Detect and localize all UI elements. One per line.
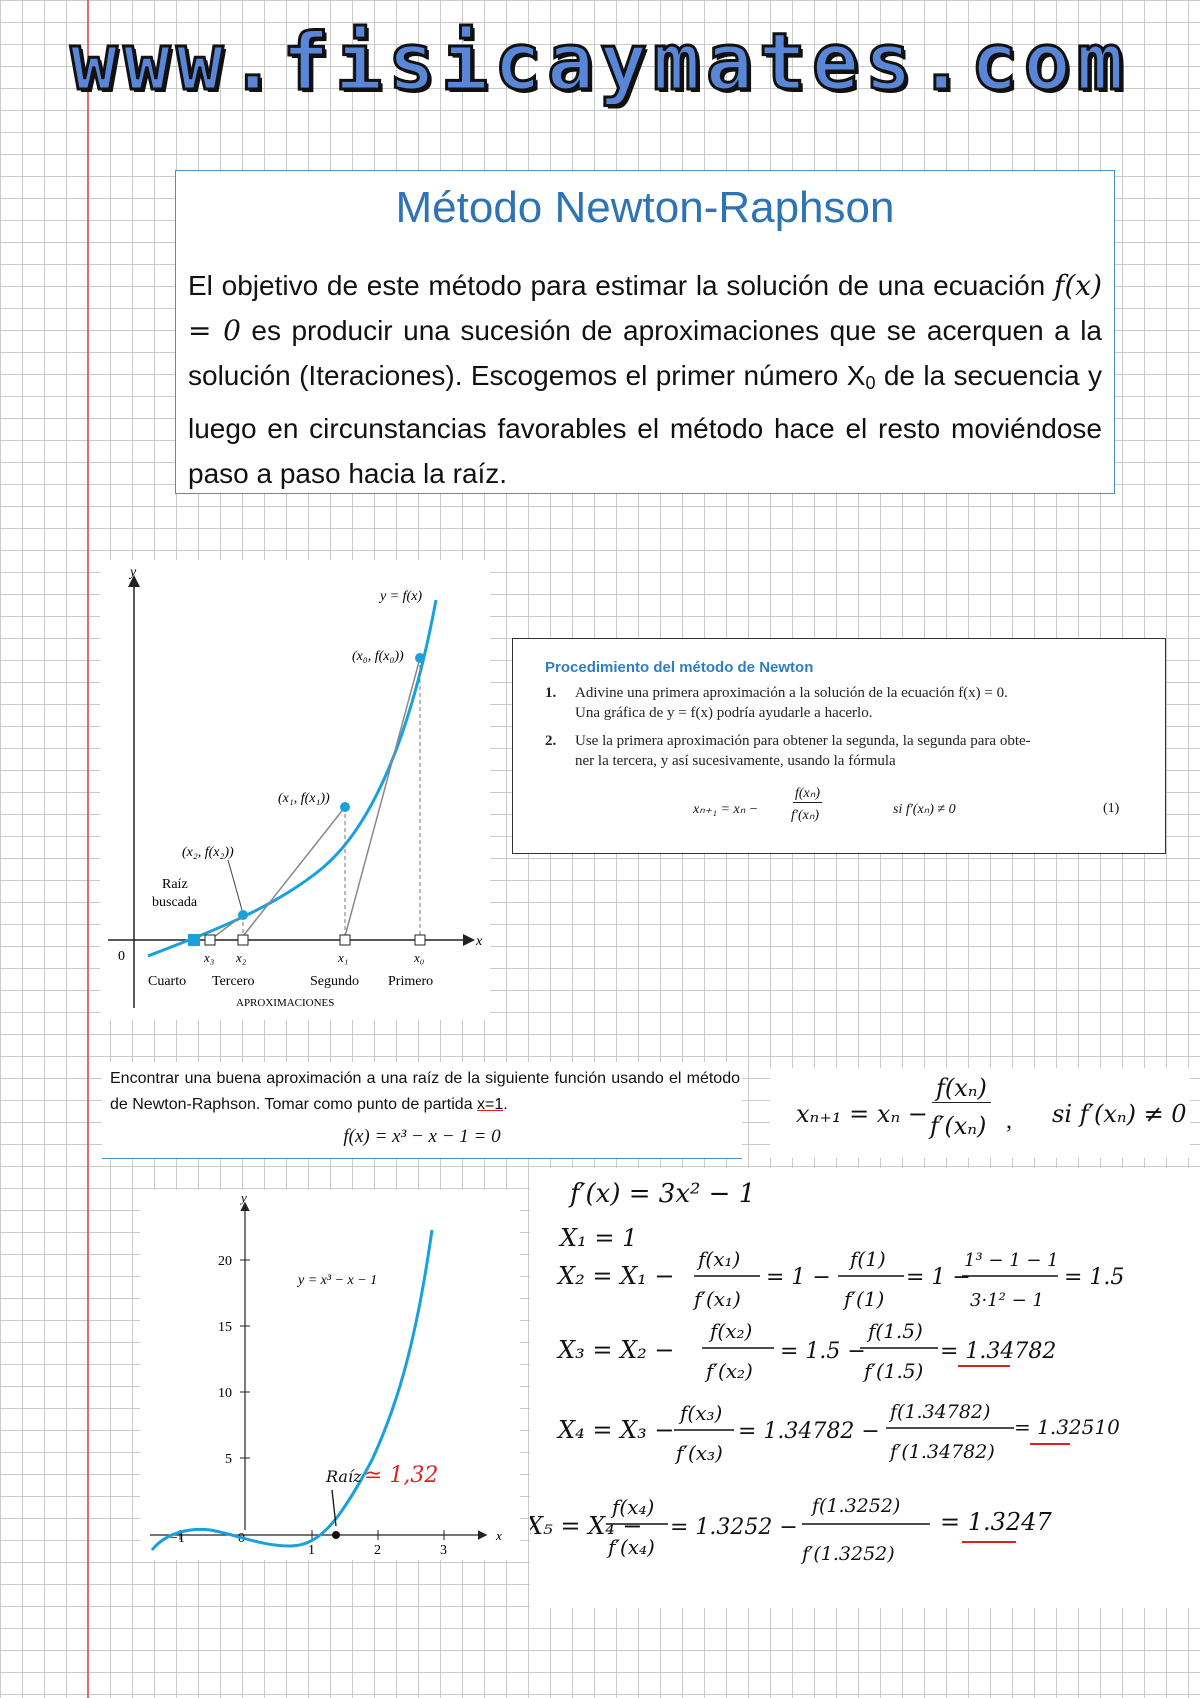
hw-x4-f1-den: f′(x₃) (676, 1441, 723, 1465)
newton-graph-svg (100, 560, 490, 1020)
x-axis-label: x (476, 934, 483, 949)
problem-equation: f(x) = x³ − x − 1 = 0 (343, 1126, 501, 1147)
approx-square-x0 (415, 935, 425, 945)
newton-formula-large (770, 1068, 1190, 1158)
x-tick-label-1: 1 (308, 1543, 315, 1558)
hw-x3-result: = 1.34782 (940, 1339, 1057, 1364)
intro-paragraph (188, 263, 1102, 496)
approx-square-x1 (340, 935, 350, 945)
hw-x4-result: = 1.32510 (1014, 1415, 1120, 1439)
intro-subscript: 0 (865, 373, 876, 393)
hw-x4-f2-den: f′(1.34782) (890, 1441, 995, 1463)
formula-num: f(xₙ) (932, 1074, 991, 1103)
handwritten-solution (530, 1168, 1200, 1608)
root-point (332, 1531, 340, 1539)
tick-x3: x₃ (204, 950, 215, 965)
approx-square-x2 (238, 935, 248, 945)
x-tick-label-0: 0 (238, 1531, 245, 1546)
step-2-body (575, 731, 1145, 771)
hw-x3-lhs: X₃ = X₂ − (558, 1336, 675, 1364)
hw-x2-mid2: = 1 − (906, 1265, 971, 1290)
proc-formula-lhs: xₙ₊₁ = xₙ − (693, 802, 759, 817)
point-x1 (340, 802, 350, 812)
label-point-x2: (x₂, f(x₂)) (182, 845, 234, 860)
intro-text-2: es producir una sucesión de aproximaciones que se acerquen a la solución (Iteraciones). Escogemos el primer número X (188, 315, 1102, 391)
proc-formula-num: f(xₙ) (795, 786, 821, 801)
approx-square-x3 (205, 935, 215, 945)
step-2-number: 2. (545, 733, 557, 749)
proc-formula-ref: (1) (1103, 801, 1120, 816)
handwritten-svg (530, 1168, 1200, 1608)
point-x0 (415, 653, 425, 663)
intro-box (175, 170, 1115, 494)
cubic-graph-svg (140, 1190, 520, 1560)
root-marker (188, 934, 200, 946)
pointer-x2 (228, 860, 242, 910)
cubic-curve-label: y = x³ − x − 1 (298, 1273, 378, 1288)
point-x2 (238, 910, 248, 920)
newton-illustration-graph (100, 560, 490, 1020)
x-axis-label: x (496, 1528, 502, 1543)
formula-den: f′(xₙ) (930, 1112, 987, 1140)
cubic-function-graph (140, 1190, 520, 1560)
x-tick-label-3: 3 (440, 1543, 447, 1558)
step-1-line-1: Adivine una primera aproximación a la solución de la ecuación f(x) = 0. (575, 685, 1008, 701)
hw-x2-f3-den: 3·1² − 1 (970, 1290, 1044, 1311)
hw-x3-mid: = 1.5 − (780, 1339, 866, 1364)
formula-cond: si f′(xₙ) ≠ 0 (1052, 1100, 1187, 1128)
hw-x5-f2-den: f′(1.3252) (802, 1543, 895, 1565)
approx-label-tercero: Tercero (212, 974, 255, 989)
hw-x2-mid: = 1 − (766, 1265, 831, 1290)
hw-x3-f2-num: f(1.5) (868, 1319, 923, 1343)
hw-x5-mid: = 1.3252 − (670, 1515, 798, 1540)
problem-text-end: . (503, 1096, 508, 1113)
approx-label-primero: Primero (388, 974, 434, 989)
problem-start-point: x=1 (477, 1096, 504, 1113)
label-point-x1: (x₁, f(x₁)) (278, 791, 330, 806)
hw-x2-f3-num: 1³ − 1 − 1 (964, 1250, 1059, 1271)
tick-x1: x₁ (338, 950, 349, 965)
problem-text (110, 1066, 740, 1118)
hw-derivative: f′(x) = 3x² − 1 (570, 1179, 756, 1209)
step-1-body (575, 683, 1145, 723)
y-tick-label-10: 10 (218, 1386, 232, 1401)
hw-x2-f1-den: f′(x₁) (694, 1287, 741, 1311)
intro-text-1: El objetivo de este método para estimar la solución de una ecuación (188, 270, 1046, 301)
tick-x2: x₂ (236, 950, 247, 965)
hw-x4-f1-num: f(x₃) (680, 1401, 723, 1425)
root-value: ≃ 1,32 (364, 1463, 439, 1488)
step-1-number: 1. (545, 685, 557, 701)
site-title: www.fisicaymates.com (70, 18, 1130, 108)
origin-label: 0 (118, 949, 125, 964)
hw-x2-f2-num: f(1) (850, 1247, 886, 1271)
step-1-line-2: Una gráfica de y = f(x) podría ayudarle a hacerlo. (575, 705, 873, 721)
cubic-curve (152, 1230, 432, 1550)
x-tick-label-m1: −1 (170, 1531, 185, 1546)
hw-x2-f1-num: f(x₁) (698, 1247, 741, 1271)
hw-x5-lhs: X₅ = X₄ − (530, 1512, 643, 1540)
y-tick-label-20: 20 (218, 1254, 232, 1269)
hw-x2-result: = 1.5 (1064, 1265, 1125, 1290)
hw-x4-lhs: X₄ = X₃ − (558, 1416, 675, 1444)
approx-caption: APROXIMACIONES (236, 997, 335, 1009)
approx-label-segundo: Segundo (310, 974, 359, 989)
hw-x5-f1-num: f(x₄) (612, 1495, 655, 1519)
approx-label-cuarto: Cuarto (148, 974, 187, 989)
step-2-line-2: ner la tercera, y así sucesivamente, usando la fórmula (575, 753, 896, 769)
hw-x3-f1-den: f′(x₂) (706, 1359, 753, 1383)
y-axis-label: y (130, 565, 137, 580)
step-2-line-1: Use la primera aproximación para obtener la segunda, la segunda para obte- (575, 733, 1031, 749)
y-axis-label: y (241, 1190, 247, 1205)
formula-comma: , (1006, 1108, 1012, 1134)
hw-x2-f2-den: f′(1) (844, 1287, 885, 1311)
proc-formula-cond: si f′(xₙ) ≠ 0 (893, 802, 956, 817)
problem-text-main: Encontrar una buena aproximación a una raíz de la siguiente función usando el método de Newton-Raphson. Tomar como punto de partida (110, 1070, 740, 1113)
intro-text-3: de la secuencia y luego en circunstancias favorables el método hace el resto moviéndose paso a paso hacia la raíz. (188, 360, 1103, 489)
root-note: Raíz (326, 1467, 362, 1486)
x-tick-label-2: 2 (374, 1543, 381, 1558)
y-tick-label-5: 5 (225, 1452, 232, 1467)
tick-x0: x₀ (414, 950, 425, 965)
hw-x5-f1-den: f′(x₄) (608, 1535, 655, 1559)
root-label-1: Raíz (162, 877, 188, 892)
procedure-box (512, 638, 1166, 854)
notebook-margin-line (87, 0, 89, 1698)
hw-x5-f2-num: f(1.3252) (812, 1495, 901, 1517)
intro-title: Método Newton-Raphson (395, 183, 895, 232)
proc-formula-den: f′(xₙ) (791, 808, 820, 823)
hw-x1: X₁ = 1 (560, 1224, 638, 1252)
hw-x3-f1-num: f(x₂) (710, 1319, 753, 1343)
tangent-line-1 (344, 658, 420, 940)
tangent-line-2 (240, 807, 345, 940)
hw-x4-mid: = 1.34782 − (738, 1419, 880, 1444)
hw-x4-f2-num: f(1.34782) (890, 1401, 991, 1423)
hw-x5-result: = 1.3247 (940, 1508, 1052, 1536)
procedure-title: Procedimiento del método de Newton (545, 659, 814, 676)
hw-x3-f2-den: f′(1.5) (864, 1359, 924, 1383)
intro-equation: f(x) = 0 (188, 269, 1102, 347)
y-tick-label-15: 15 (218, 1320, 232, 1335)
problem-statement (102, 1062, 742, 1159)
root-label-2: buscada (152, 895, 198, 910)
curve-label: y = f(x) (380, 589, 423, 604)
hw-x2-lhs: X₂ = X₁ − (558, 1262, 675, 1290)
formula-lhs: xₙ₊₁ = xₙ − (796, 1100, 928, 1128)
label-point-x0: (x₀, f(x₀)) (352, 649, 404, 664)
